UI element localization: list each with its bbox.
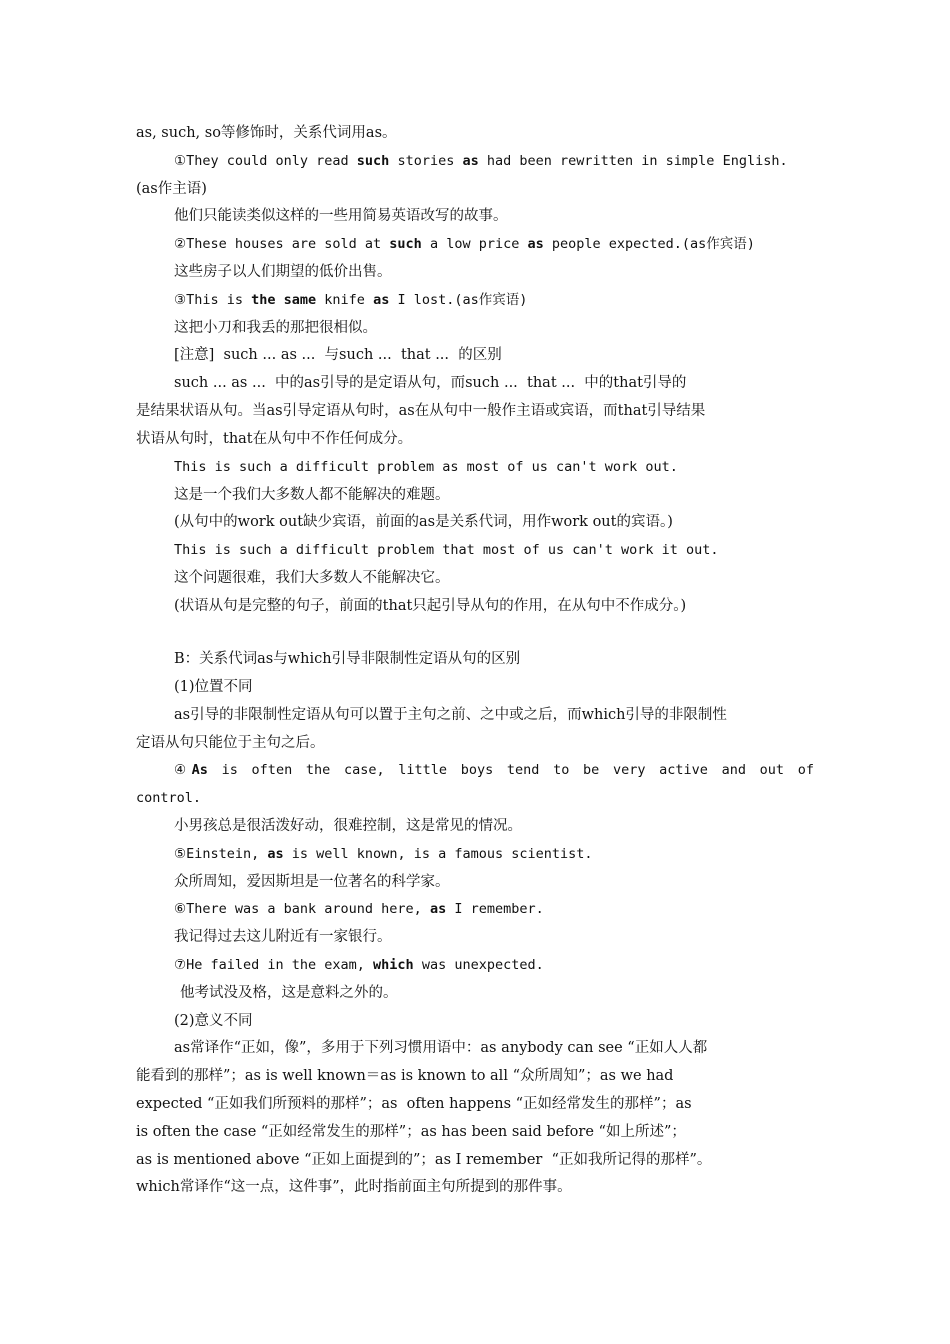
translation-6: 我记得过去这儿附近有一家银行。 [174, 929, 392, 945]
paragraph-line: such ... as ... 中的as引导的是定语从句，而such ... that ... 中的that引导的 [174, 375, 687, 391]
translation-4: 小男孩总是很活泼好动，很难控制，这是常见的情况。 [174, 818, 522, 834]
section-heading-b: B：关系代词as与which引导非限制性定语从句的区别 [174, 651, 521, 667]
example-sentence-7: ⑦He failed in the exam, which was unexpected. [174, 957, 544, 973]
paragraph-line: expected “正如我们所预料的那样”；as often happens “正如经常发生的那样”；as [136, 1096, 692, 1112]
grammar-note: (as作主语) [136, 181, 207, 197]
translation: 这是一个我们大多数人都不能解决的难题。 [174, 487, 450, 503]
paragraph-line: as常译作“正如，像”，多用于下列习惯用语中：as anybody can see “正如人人都 [174, 1040, 708, 1056]
example-sentence: This is such a difficult problem as most of us can't work out. [174, 459, 678, 475]
translation-5: 众所周知，爱因斯坦是一位著名的科学家。 [174, 874, 450, 890]
explanation: (从句中的work out缺少宾语，前面的as是关系代词，用作work out的宾语。) [174, 514, 673, 530]
translation-1: 他们只能读类似这样的一些用简易英语改写的故事。 [174, 208, 508, 224]
text-line: as, such, so等修饰时，关系代词用as。 [136, 125, 397, 141]
paragraph-line: which常译作“这一点，这件事”，此时指前面主句所提到的那件事。 [136, 1179, 572, 1195]
translation-3: 这把小刀和我丢的那把很相似。 [174, 320, 377, 336]
paragraph-line: is often the case “正如经常发生的那样”；as has been said before “如上所述”； [136, 1124, 686, 1140]
translation-7: 他考试没及格，这是意料之外的。 [180, 985, 398, 1001]
note-heading: [注意] such ... as ... 与such ... that ... 的区别 [174, 347, 502, 363]
explanation: (状语从句是完整的句子，前面的that只起引导从句的作用，在从句中不作成分。) [174, 598, 687, 614]
example-sentence-4-cont: control. [136, 790, 202, 806]
example-sentence-3: ③This is the same knife as I lost.(as作宾语) [174, 292, 528, 308]
example-sentence-5: ⑤Einstein, as is well known, is a famous scientist. [174, 846, 593, 862]
subheading-position: (1)位置不同 [174, 679, 253, 695]
paragraph-line: 状语从句时，that在从句中不作任何成分。 [136, 431, 413, 447]
example-sentence-1: ①They could only read such stories as had been rewritten in simple English. [174, 153, 788, 169]
translation: 这个问题很难，我们大多数人不能解决它。 [174, 570, 450, 586]
translation-2: 这些房子以人们期望的低价出售。 [174, 264, 392, 280]
example-sentence: This is such a difficult problem that most of us can't work it out. [174, 542, 719, 558]
example-sentence-2: ②These houses are sold at such a low price as people expected.(as作宾语) [174, 236, 755, 252]
paragraph-line: as引导的非限制性定语从句可以置于主句之前、之中或之后，而which引导的非限制性 [174, 707, 727, 723]
example-sentence-6: ⑥There was a bank around here, as I remember. [174, 901, 544, 917]
paragraph-line: 定语从句只能位于主句之后。 [136, 735, 325, 751]
subheading-meaning: (2)意义不同 [174, 1013, 253, 1029]
paragraph-line: 能看到的那样”；as is well known＝as is known to all “众所周知”；as we had [136, 1068, 674, 1084]
paragraph-line: 是结果状语从句。当as引导定语从句时，as在从句中一般作主语或宾语，而that引导结果 [136, 403, 706, 419]
paragraph-line: as is mentioned above “正如上面提到的”；as I remember “正如我所记得的那样”。 [136, 1152, 712, 1168]
example-sentence-4: ④As is often the case, little boys tend to be very active and out of [174, 762, 814, 778]
